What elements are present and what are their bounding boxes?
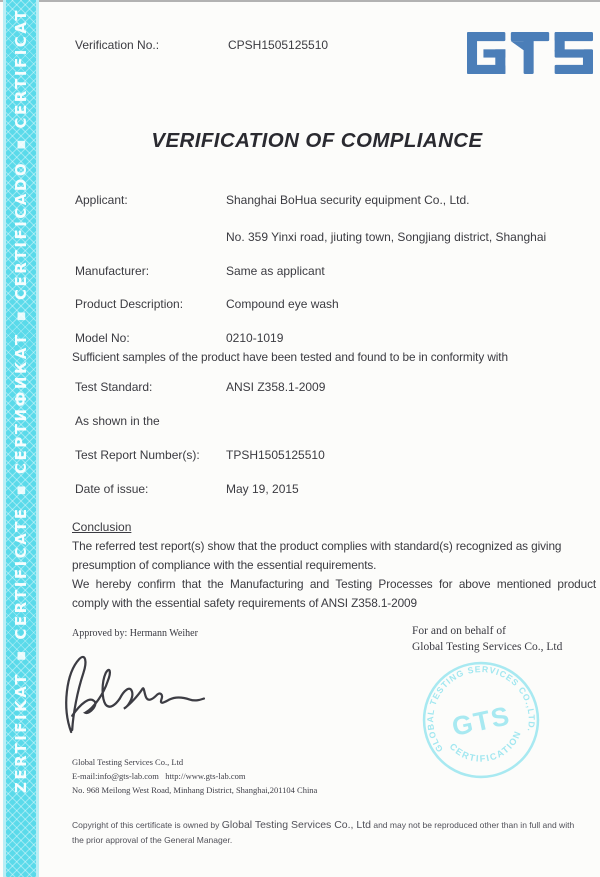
band-separator-square: ■ (15, 311, 27, 321)
logo-letter-s (555, 32, 593, 74)
approved-by-line: Approved by: Hermann Weiher (72, 628, 198, 639)
stamp-center-text: GTS (449, 700, 514, 742)
stamp-arc-top-text: GLOBAL TESTING SERVICES CO.,LTD. (425, 664, 537, 754)
footer-company: Global Testing Services Co., Ltd (72, 757, 184, 767)
gts-logo (467, 32, 593, 74)
band-word: CERTIFICATE (12, 506, 30, 640)
date-of-issue-label: Date of issue: (75, 482, 149, 496)
logo-letter-g (467, 32, 505, 74)
copyright-line2: the prior approval of the General Manager. (72, 835, 233, 845)
product-description-label: Product Description: (75, 297, 184, 311)
page-title: VERIFICATION OF COMPLIANCE (151, 129, 483, 152)
date-of-issue-value: May 19, 2015 (226, 482, 299, 496)
verification-no-label: Verification No.: (75, 38, 160, 52)
band-word: CERTIFICAT (12, 8, 30, 129)
logo-letter-t (511, 32, 549, 74)
conformity-note: Sufficient samples of the product have been tested and found to be in conformity with (72, 350, 508, 364)
applicant-label: Applicant: (75, 193, 128, 207)
manufacturer-label: Manufacturer: (75, 264, 150, 278)
conclusion-line: The referred test report(s) show that the product complies with standard(s) recognized as giving (72, 539, 562, 553)
signature (58, 652, 210, 740)
gts-logo-letters (467, 32, 593, 74)
stamp-arc-bottom-text: CERTIFICATION (447, 728, 524, 764)
band-separator-square: ■ (15, 485, 27, 495)
test-report-label: Test Report Number(s): (75, 448, 200, 462)
test-standard-value: ANSI Z358.1-2009 (226, 380, 326, 394)
applicant-address: No. 359 Yinxi road, jiuting town, Songjiang district, Shanghai (226, 230, 547, 244)
footer-contacts: E-mail:info@gts-lab.com http://www.gts-lab.com (72, 771, 246, 781)
copyright-pre: Copyright of this certificate is owned by (72, 820, 222, 830)
security-band-text (4, 8, 38, 793)
model-no-label: Model No: (75, 331, 130, 345)
on-behalf-line2: Global Testing Services Co., Ltd (412, 641, 563, 653)
product-description-value: Compound eye wash (226, 297, 339, 311)
conclusion-line: presumption of compliance with the essential requirements. (72, 558, 377, 572)
company-stamp (420, 659, 542, 781)
copyright-company: Global Testing Services Co., Ltd (221, 819, 371, 831)
copyright-line1 (72, 815, 574, 833)
band-word: CERTIFICADO (12, 160, 30, 300)
conclusion-line: We hereby confirm that the Manufacturing and Testing Processes for above mentioned product (72, 577, 597, 591)
scan-edge-artifact (0, 0, 600, 2)
model-no-value: 0210-1019 (226, 331, 284, 345)
as-shown-text: As shown in the (75, 414, 160, 428)
footer-address: No. 968 Meilong West Road, Minhang District, Shanghai,201104 China (72, 785, 318, 795)
copyright-post: and may not be reproduced other than in full and with (370, 820, 575, 830)
conclusion-heading: Conclusion (72, 520, 132, 534)
conclusion-line: comply with the essential safety requirements of ANSI Z358.1-2009 (72, 596, 417, 610)
band-separator-square: ■ (15, 139, 27, 150)
test-report-value: TPSH1505125510 (226, 448, 325, 462)
applicant-name: Shanghai BoHua security equipment Co., Ltd. (226, 193, 470, 207)
verification-no-value: CPSH1505125510 (228, 38, 329, 52)
band-word: СЕРТИФИКАТ (12, 332, 30, 474)
band-separator-square: ■ (15, 651, 27, 661)
on-behalf-line1: For and on behalf of (412, 625, 506, 637)
test-standard-label: Test Standard: (75, 380, 153, 394)
manufacturer-value: Same as applicant (226, 264, 325, 278)
band-word: ZERTIFIKAT (12, 672, 30, 793)
